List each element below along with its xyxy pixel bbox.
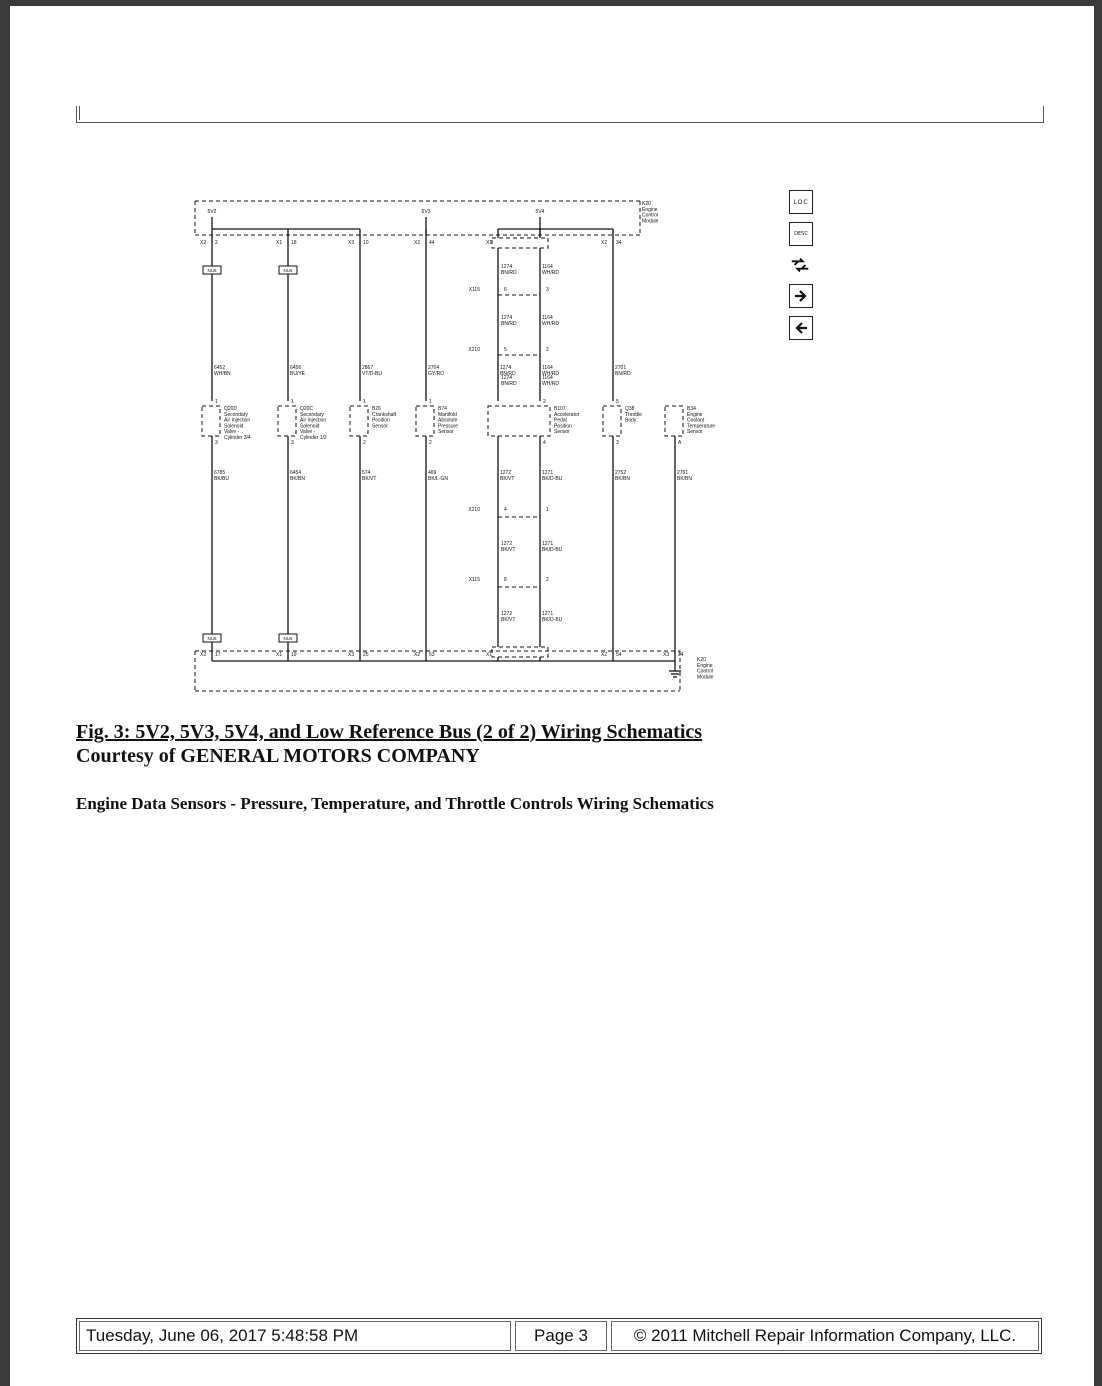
module-bottom-label: Module <box>697 674 714 681</box>
wire-label: 2704 <box>428 365 440 371</box>
pin-label: 2 <box>543 399 546 405</box>
wire-label: 1164 <box>542 375 553 381</box>
wire-label: 2701 <box>615 365 627 371</box>
wire-label: BK/VT <box>362 475 377 482</box>
figure-caption: Fig. 3: 5V2, 5V3, 5V4, and Low Reference Bus (2 of 2) Wiring Schematics <box>76 721 703 743</box>
pin-label: 2 <box>546 577 549 583</box>
component-label: Valve - <box>300 429 316 436</box>
connector-label: X2 <box>601 652 608 658</box>
wire-label: 1274 <box>501 264 513 270</box>
connector-view-icon[interactable] <box>789 254 811 276</box>
connector-label: X1 <box>486 240 493 246</box>
nav-icons <box>789 190 815 348</box>
pin-label: 18 <box>291 240 297 246</box>
pin-label: 2 <box>429 440 432 446</box>
pin-label: 63 <box>429 652 435 658</box>
module-top-label: Engine <box>642 206 658 213</box>
wire-label: BK/D-BU <box>542 546 563 553</box>
pin-label: 34 <box>616 240 622 246</box>
wire-label: BK/VT <box>501 616 516 623</box>
wire-label: BK/BN <box>615 475 631 482</box>
pin-label: 4 <box>543 440 546 446</box>
pin-label: 8 <box>504 577 507 583</box>
wire-label: WH/RD <box>542 320 559 327</box>
desc-icon[interactable] <box>789 222 813 246</box>
connector-label: X2 <box>200 240 207 246</box>
component-label: Absolute <box>438 417 458 424</box>
wire-label: BK/BU <box>214 475 230 482</box>
module-bottom-label: K20 <box>697 657 706 663</box>
loc-icon[interactable] <box>789 190 813 214</box>
wire-label: BK/BN <box>290 475 306 482</box>
inline-connector-name: X115 <box>468 577 480 583</box>
pin-label: A <box>678 440 682 446</box>
wire-label: 2761 <box>677 470 689 476</box>
component-label: Crankshaft <box>372 411 397 418</box>
wire-label: 1164 <box>542 264 553 270</box>
component-box <box>202 406 220 436</box>
wire-label: BK/L-GN <box>428 475 449 482</box>
wire-label: 1272 <box>500 470 512 476</box>
pin-label: 3 <box>546 287 549 293</box>
wire-label: WH/BN <box>214 370 231 377</box>
pin-label: 24 <box>678 652 684 658</box>
footer-date: Tuesday, June 06, 2017 5:48:58 PM <box>79 1321 511 1351</box>
forward-arrow-icon[interactable] <box>789 284 813 308</box>
wiring-schematic <box>180 191 740 701</box>
inline-connector-name: X210 <box>468 507 480 513</box>
wire-label: 1164 <box>542 365 553 371</box>
component-label: Sensor <box>372 423 388 430</box>
wire-label: 1274 <box>501 375 513 381</box>
x1-connector-box-bottom <box>492 647 548 657</box>
module-top-label: K20 <box>642 201 651 207</box>
wire-label: BN/RD <box>501 380 517 387</box>
component-label: Body <box>625 417 637 424</box>
component-box <box>350 406 368 436</box>
connector-label: X2 <box>200 652 207 658</box>
component-label: Engine <box>687 411 703 418</box>
component-label: Throttle <box>625 411 642 418</box>
wire-label: 1164 <box>542 315 553 321</box>
wire-label: WH/RD <box>542 370 559 377</box>
pin-label: 2 <box>546 347 549 353</box>
wire-label: WH/RD <box>542 380 559 387</box>
section-title: Engine Data Sensors - Pressure, Temperature, and Throttle Controls Wiring Schematics <box>76 794 714 813</box>
connector-label: X2 <box>414 240 421 246</box>
wire-label: 6452 <box>214 365 226 371</box>
pin-label: 4 <box>504 507 507 513</box>
module-bottom-label: Control <box>697 668 714 675</box>
pin-label: 1 <box>546 507 549 513</box>
component-label: B34 <box>687 406 696 412</box>
wire-label: 1271 <box>542 470 554 476</box>
wire-label: WH/RD <box>542 269 559 276</box>
component-label: Cylinder 1/2 <box>300 435 327 441</box>
connector-label: X3 <box>348 240 355 246</box>
component-label: Solenoid <box>224 423 244 430</box>
component-label: Sensor <box>438 429 454 436</box>
document-page <box>10 6 1094 1386</box>
component-b107 <box>488 406 550 436</box>
pin-label: 19 <box>291 652 297 658</box>
pin-label: 2 <box>363 440 366 446</box>
component-label: Pressure <box>438 423 459 430</box>
wire-label: 1271 <box>542 541 554 547</box>
wire-label: 1272 <box>501 541 513 547</box>
loc-icon-label: LOC <box>793 198 809 206</box>
component-box <box>416 406 434 436</box>
wire-label: BU/YE <box>290 370 306 377</box>
x1-connector-box <box>492 238 548 248</box>
wire-label: 6454 <box>290 470 302 476</box>
footer-copyright: © 2011 Mitchell Repair Information Company, LLC. <box>611 1321 1039 1351</box>
page-footer <box>76 1318 1042 1354</box>
wire-label: 574 <box>362 470 371 476</box>
nu-label: NU6 <box>207 636 217 641</box>
component-label: B26 <box>372 406 381 412</box>
component-label: Air Injection <box>224 417 251 424</box>
bus-label: 5V3 <box>421 209 431 215</box>
connector-label: X2 <box>601 240 608 246</box>
pin-label: 1 <box>215 399 218 405</box>
component-label: Temperature <box>687 423 716 430</box>
component-label: Pedal <box>554 417 567 424</box>
component-box <box>665 406 683 436</box>
pin-label: 54 <box>616 652 622 658</box>
bus-label: 5V2 <box>207 209 217 215</box>
connector-label: X2 <box>414 652 421 658</box>
component-label: Position <box>554 423 572 430</box>
component-label: Sensor <box>554 429 570 436</box>
component-label: Solenoid <box>300 423 320 430</box>
inline-connector-name: X115 <box>468 287 480 293</box>
component-label: Cylinder 3/4 <box>224 435 251 441</box>
nu-label: NU6 <box>283 636 293 641</box>
module-bottom-label: Engine <box>697 662 713 669</box>
nu-label: NU6 <box>283 268 293 273</box>
wire-label: VT/D-BU <box>362 370 382 377</box>
connector-label: X3 <box>348 652 355 658</box>
component-label: Q20C <box>300 406 314 412</box>
pin-label: 1 <box>291 399 294 405</box>
component-label: Q20D <box>224 406 238 412</box>
wire-label: BN/RD <box>615 370 631 377</box>
nu-label: NU6 <box>207 268 217 273</box>
pin-label: 25 <box>363 652 369 658</box>
component-label: Sensor <box>687 429 703 436</box>
pin-label: 2 <box>215 240 218 246</box>
wire-label: BN/RD <box>501 320 517 327</box>
wire-label: 1274 <box>501 315 513 321</box>
top-rule <box>76 106 1044 123</box>
component-label: Valve - <box>224 429 240 436</box>
component-box <box>278 406 296 436</box>
pin-label: 5 <box>504 347 507 353</box>
component-label: Accelerator <box>554 411 580 418</box>
wire-label: BN/RD <box>500 370 516 377</box>
connector-label: X1 <box>486 652 493 658</box>
component-label: Air Injection <box>300 417 327 424</box>
pin-label: 10 <box>363 240 369 246</box>
footer-page-number: Page 3 <box>515 1321 607 1351</box>
wire-label: 1271 <box>542 611 554 617</box>
component-box <box>603 406 621 436</box>
wire-label: BK/BN <box>677 475 693 482</box>
wire-label: 1274 <box>500 365 512 371</box>
component-label: B74 <box>438 406 447 412</box>
back-arrow-icon[interactable] <box>789 316 813 340</box>
component-label: Secondary <box>224 411 248 418</box>
wire-label: 6785 <box>214 470 226 476</box>
pin-label: 17 <box>215 652 221 658</box>
wire-label: 1272 <box>501 611 513 617</box>
desc-icon-label: DESC <box>794 231 808 237</box>
connector-label: X3 <box>663 652 670 658</box>
module-top-label: Control <box>642 212 659 219</box>
wire-label: BK/VT <box>501 546 516 553</box>
wire-label: 6456 <box>290 365 302 371</box>
component-label: Manifold <box>438 411 457 418</box>
pin-label: 5 <box>616 399 619 405</box>
pin-label: 6 <box>504 287 507 293</box>
component-label: B107 <box>554 406 566 412</box>
pin-label: 3 <box>291 440 294 446</box>
wire-label: BK/VT <box>500 475 515 482</box>
wire-label: BK/D-BU <box>542 616 563 623</box>
pin-label: 3 <box>616 440 619 446</box>
wire-label: BN/RD <box>501 269 517 276</box>
inline-connector-name: X210 <box>468 347 480 353</box>
bus-label: 5V4 <box>535 209 545 215</box>
wire-label: 469 <box>428 470 437 476</box>
component-label: Q38 <box>625 406 635 412</box>
module-top-label: Module <box>642 218 659 225</box>
pin-label: 1 <box>363 399 366 405</box>
pin-label: 1 <box>429 399 432 405</box>
pin-label: 44 <box>429 240 435 246</box>
component-label: Coolant <box>687 417 705 424</box>
wire-label: BK/D-BU <box>542 475 563 482</box>
connector-label: X1 <box>276 652 283 658</box>
pin-label: 3 <box>215 440 218 446</box>
wire-label: 2752 <box>615 470 627 476</box>
wire-label: GY/RD <box>428 370 444 377</box>
component-label: Secondary <box>300 411 324 418</box>
connector-label: X1 <box>276 240 283 246</box>
component-label: Position <box>372 417 390 424</box>
wire-label: 2867 <box>362 365 374 371</box>
figure-credit: Courtesy of GENERAL MOTORS COMPANY <box>76 745 480 767</box>
